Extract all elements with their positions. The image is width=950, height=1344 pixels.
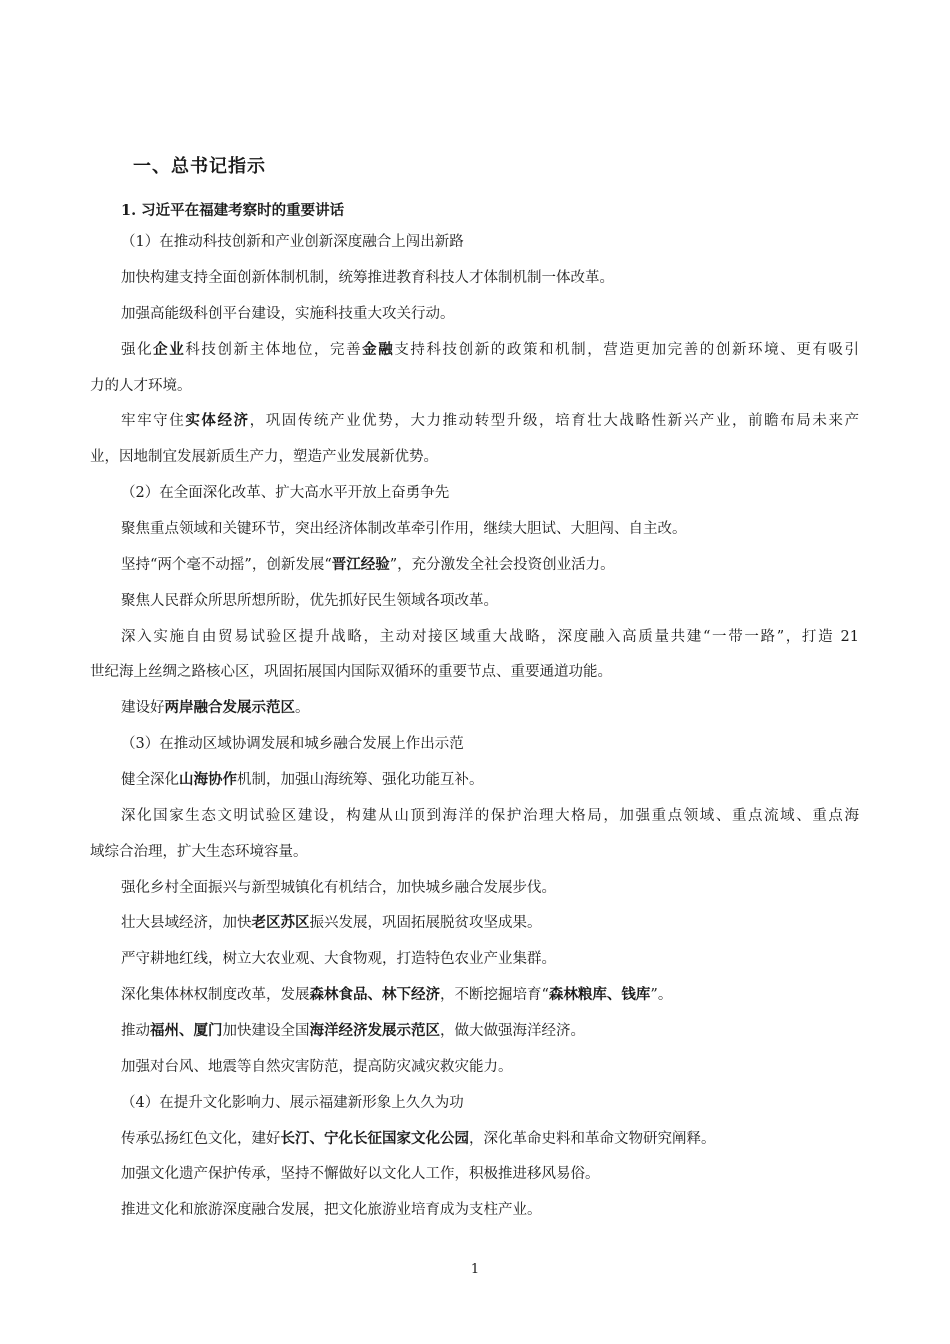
paragraph: 深入实施自由贸易试验区提升战略，主动对接区域重大战略，深度融入高质量共建“一带一路”，打造 21 — [121, 629, 859, 645]
paragraph: 加强高能级科创平台建设，实施科技重大攻关行动。 — [121, 306, 455, 322]
paragraph: 推动福州、厦门加快建设全国海洋经济发展示范区，做大做强海洋经济。 — [121, 1023, 585, 1039]
section-heading: 一、总书记指示 — [133, 156, 266, 177]
paragraph: 坚持“两个毫不动摇”，创新发展“晋江经验”，充分激发全社会投资创业活力。 — [121, 557, 615, 573]
paragraph: 健全深化山海协作机制，加强山海统筹、强化功能互补。 — [121, 772, 484, 788]
paragraph: 推进文化和旅游深度融合发展，把文化旅游业培育成为支柱产业。 — [121, 1202, 542, 1218]
paragraph-continuation: 世纪海上丝绸之路核心区，巩固拓展国内国际双循环的重要节点、重要通道功能。 — [90, 664, 612, 680]
topic-heading-1: （1）在推动科技创新和产业创新深度融合上闯出新路 — [121, 234, 464, 250]
paragraph: 加强文化遗产保护传承，坚持不懈做好以文化人工作，积极推进移风易俗。 — [121, 1166, 600, 1182]
paragraph-continuation: 力的人才环境。 — [90, 378, 192, 394]
paragraph: 深化集体林权制度改革，发展森林食品、林下经济，不断挖掘培育“森林粮库、钱库”。 — [121, 987, 673, 1003]
paragraph: 严守耕地红线，树立大农业观、大食物观，打造特色农业产业集群。 — [121, 951, 556, 967]
paragraph: 加强对台风、地震等自然灾害防范，提高防灾减灾救灾能力。 — [121, 1059, 513, 1075]
paragraph: 建设好两岸融合发展示范区。 — [121, 700, 310, 716]
paragraph: 强化乡村全面振兴与新型城镇化有机结合，加快城乡融合发展步伐。 — [121, 880, 556, 896]
paragraph: 牢牢守住实体经济，巩固传统产业优势，大力推动转型升级，培育壮大战略性新兴产业，前瞻布局未来产 — [121, 413, 859, 429]
page-number: 1 — [470, 1262, 480, 1277]
paragraph: 壮大县域经济，加快老区苏区振兴发展，巩固拓展脱贫攻坚成果。 — [121, 915, 542, 931]
paragraph: 强化企业科技创新主体地位，完善金融支持科技创新的政策和机制，营造更加完善的创新环境、更有吸引 — [121, 342, 860, 358]
topic-heading-4: （4）在提升文化影响力、展示福建新形象上久久为功 — [121, 1095, 464, 1111]
paragraph: 聚焦人民群众所思所想所盼，优先抓好民生领域各项改革。 — [121, 593, 498, 609]
paragraph-continuation: 域综合治理，扩大生态环境容量。 — [90, 844, 308, 860]
paragraph-continuation: 业，因地制宜发展新质生产力，塑造产业发展新优势。 — [90, 449, 438, 465]
subsection-heading: 1. 习近平在福建考察时的重要讲话 — [121, 202, 345, 219]
paragraph: 加快构建支持全面创新体制机制，统筹推进教育科技人才体制机制一体改革。 — [121, 270, 614, 286]
paragraph: 聚焦重点领域和关键环节，突出经济体制改革牵引作用，继续大胆试、大胆闯、自主改。 — [121, 521, 687, 537]
paragraph: 深化国家生态文明试验区建设，构建从山顶到海洋的保护治理大格局，加强重点领域、重点流域、重点海 — [121, 808, 859, 824]
topic-heading-2: （2）在全面深化改革、扩大高水平开放上奋勇争先 — [121, 485, 450, 501]
topic-heading-3: （3）在推动区域协调发展和城乡融合发展上作出示范 — [121, 736, 464, 752]
paragraph: 传承弘扬红色文化，建好长汀、宁化长征国家文化公园，深化革命史料和革命文物研究阐释。 — [121, 1131, 716, 1147]
